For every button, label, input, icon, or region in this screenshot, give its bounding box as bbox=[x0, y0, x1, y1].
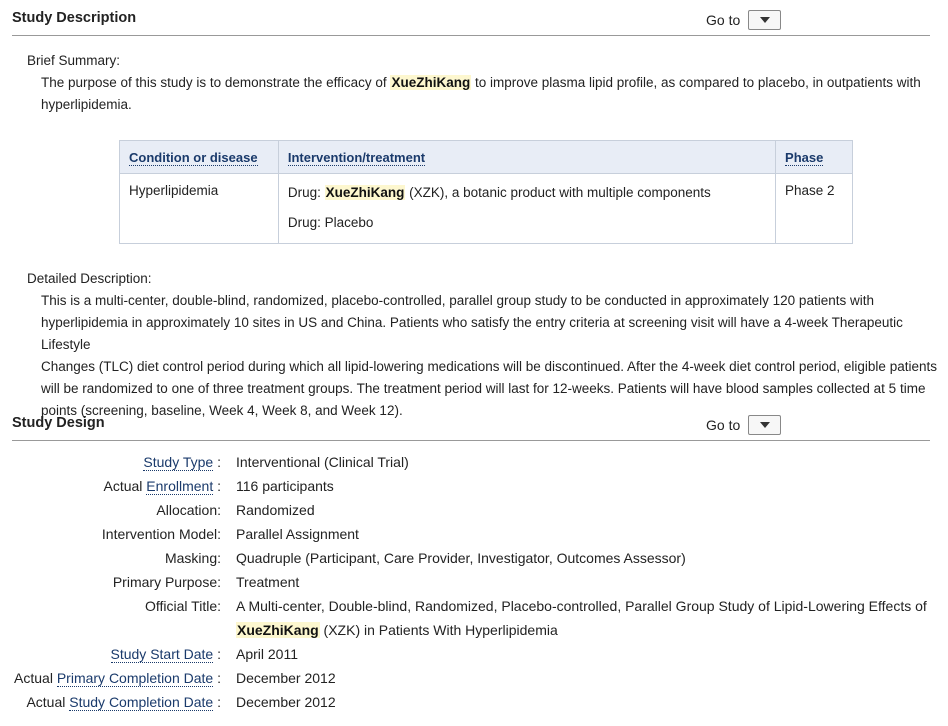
highlight-term: XueZhiKang bbox=[325, 185, 405, 200]
condition-cell: Hyperlipidemia bbox=[120, 174, 279, 244]
primary-completion-date-link[interactable]: Primary Completion Date bbox=[56, 670, 214, 686]
table-row bbox=[120, 174, 853, 244]
section-title: Study Description bbox=[12, 10, 137, 26]
study-type-row: Study Type : Interventional (Clinical Trial) bbox=[143, 454, 409, 470]
caret-down-icon bbox=[760, 422, 770, 428]
study-type-link[interactable]: Study Type bbox=[143, 454, 214, 470]
table-header-row bbox=[120, 141, 853, 174]
brief-summary-text: The purpose of this study is to demonstrate the efficacy of XueZhiKang to improve plasma lipid profile, as compared to placebo, in outpatients with hyperlipidemia. bbox=[41, 75, 921, 112]
brief-summary-label: Brief Summary: bbox=[27, 53, 121, 68]
highlight-term: XueZhiKang bbox=[237, 622, 319, 638]
official-title-row: Official Title: A Multi-center, Double-blind, Randomized, Placebo-controlled, Parallel Group Study of Lipid-Lowering Effects of bbox=[145, 598, 927, 614]
section-title: Study Design bbox=[12, 415, 105, 431]
study-completion-date-link[interactable]: Study Completion Date bbox=[69, 694, 214, 710]
primary-purpose-row: Primary Purpose: Treatment bbox=[112, 574, 300, 590]
intervention-model-row: Intervention Model: Parallel Assignment bbox=[101, 526, 359, 542]
intervention-cell: Drug: XueZhiKang (XZK), a botanic product with multiple components Drug: Placebo bbox=[278, 174, 775, 244]
allocation-row: Allocation: Randomized bbox=[156, 502, 315, 518]
study-start-date-link[interactable]: Study Start Date bbox=[110, 646, 214, 662]
study-completion-row: Actual Study Completion Date : December 2012 bbox=[26, 694, 336, 710]
conditions-table bbox=[119, 140, 853, 244]
goto-control bbox=[706, 9, 781, 31]
goto-control bbox=[706, 414, 781, 436]
goto-label: Go to bbox=[706, 12, 741, 28]
study-design-header bbox=[12, 414, 930, 441]
primary-completion-row: Actual Primary Completion Date : December 2012 bbox=[14, 670, 336, 686]
official-title-row-2: XueZhiKang (XZK) in Patients With Hyperlipidemia bbox=[237, 622, 558, 638]
goto-dropdown-button[interactable] bbox=[748, 415, 781, 435]
phase-cell: Phase 2 bbox=[776, 174, 853, 244]
header-phase[interactable]: Phase bbox=[776, 141, 853, 174]
enrollment-row: Actual Enrollment : 116 participants bbox=[103, 478, 334, 494]
enrollment-link[interactable]: Enrollment bbox=[146, 478, 214, 494]
header-condition[interactable]: Condition or disease bbox=[120, 141, 279, 174]
goto-label: Go to bbox=[706, 417, 741, 433]
masking-row: Masking: Quadruple (Participant, Care Provider, Investigator, Outcomes Assessor) bbox=[164, 550, 686, 566]
highlight-term: XueZhiKang bbox=[391, 75, 471, 90]
detailed-description-label: Detailed Description: bbox=[27, 271, 152, 286]
study-description-header bbox=[12, 9, 930, 36]
study-start-row: Study Start Date : April 2011 bbox=[110, 646, 299, 662]
caret-down-icon bbox=[760, 17, 770, 23]
goto-dropdown-button[interactable] bbox=[748, 10, 781, 30]
header-intervention[interactable]: Intervention/treatment bbox=[278, 141, 775, 174]
detailed-description-text: This is a multi-center, double-blind, randomized, placebo-controlled, parallel group study to be conducted in approximately 120 patients with hyperlipidemia in approximately 10 sites in US and China. Patients who satisfy the entry criteria at screening visit will have a 4-week Therapeutic Lifestyle Changes (TLC) diet control period during which all lipid-lowering medications will be discontinued. After the 4-week diet control period, eligible patients will be randomized to one of three treatment groups. The treatment period will last for 12-weeks. Patients will have blood samples collected at 5 time points (screening, baseline, Week 4, Week 8, and Week 12). bbox=[41, 293, 937, 418]
